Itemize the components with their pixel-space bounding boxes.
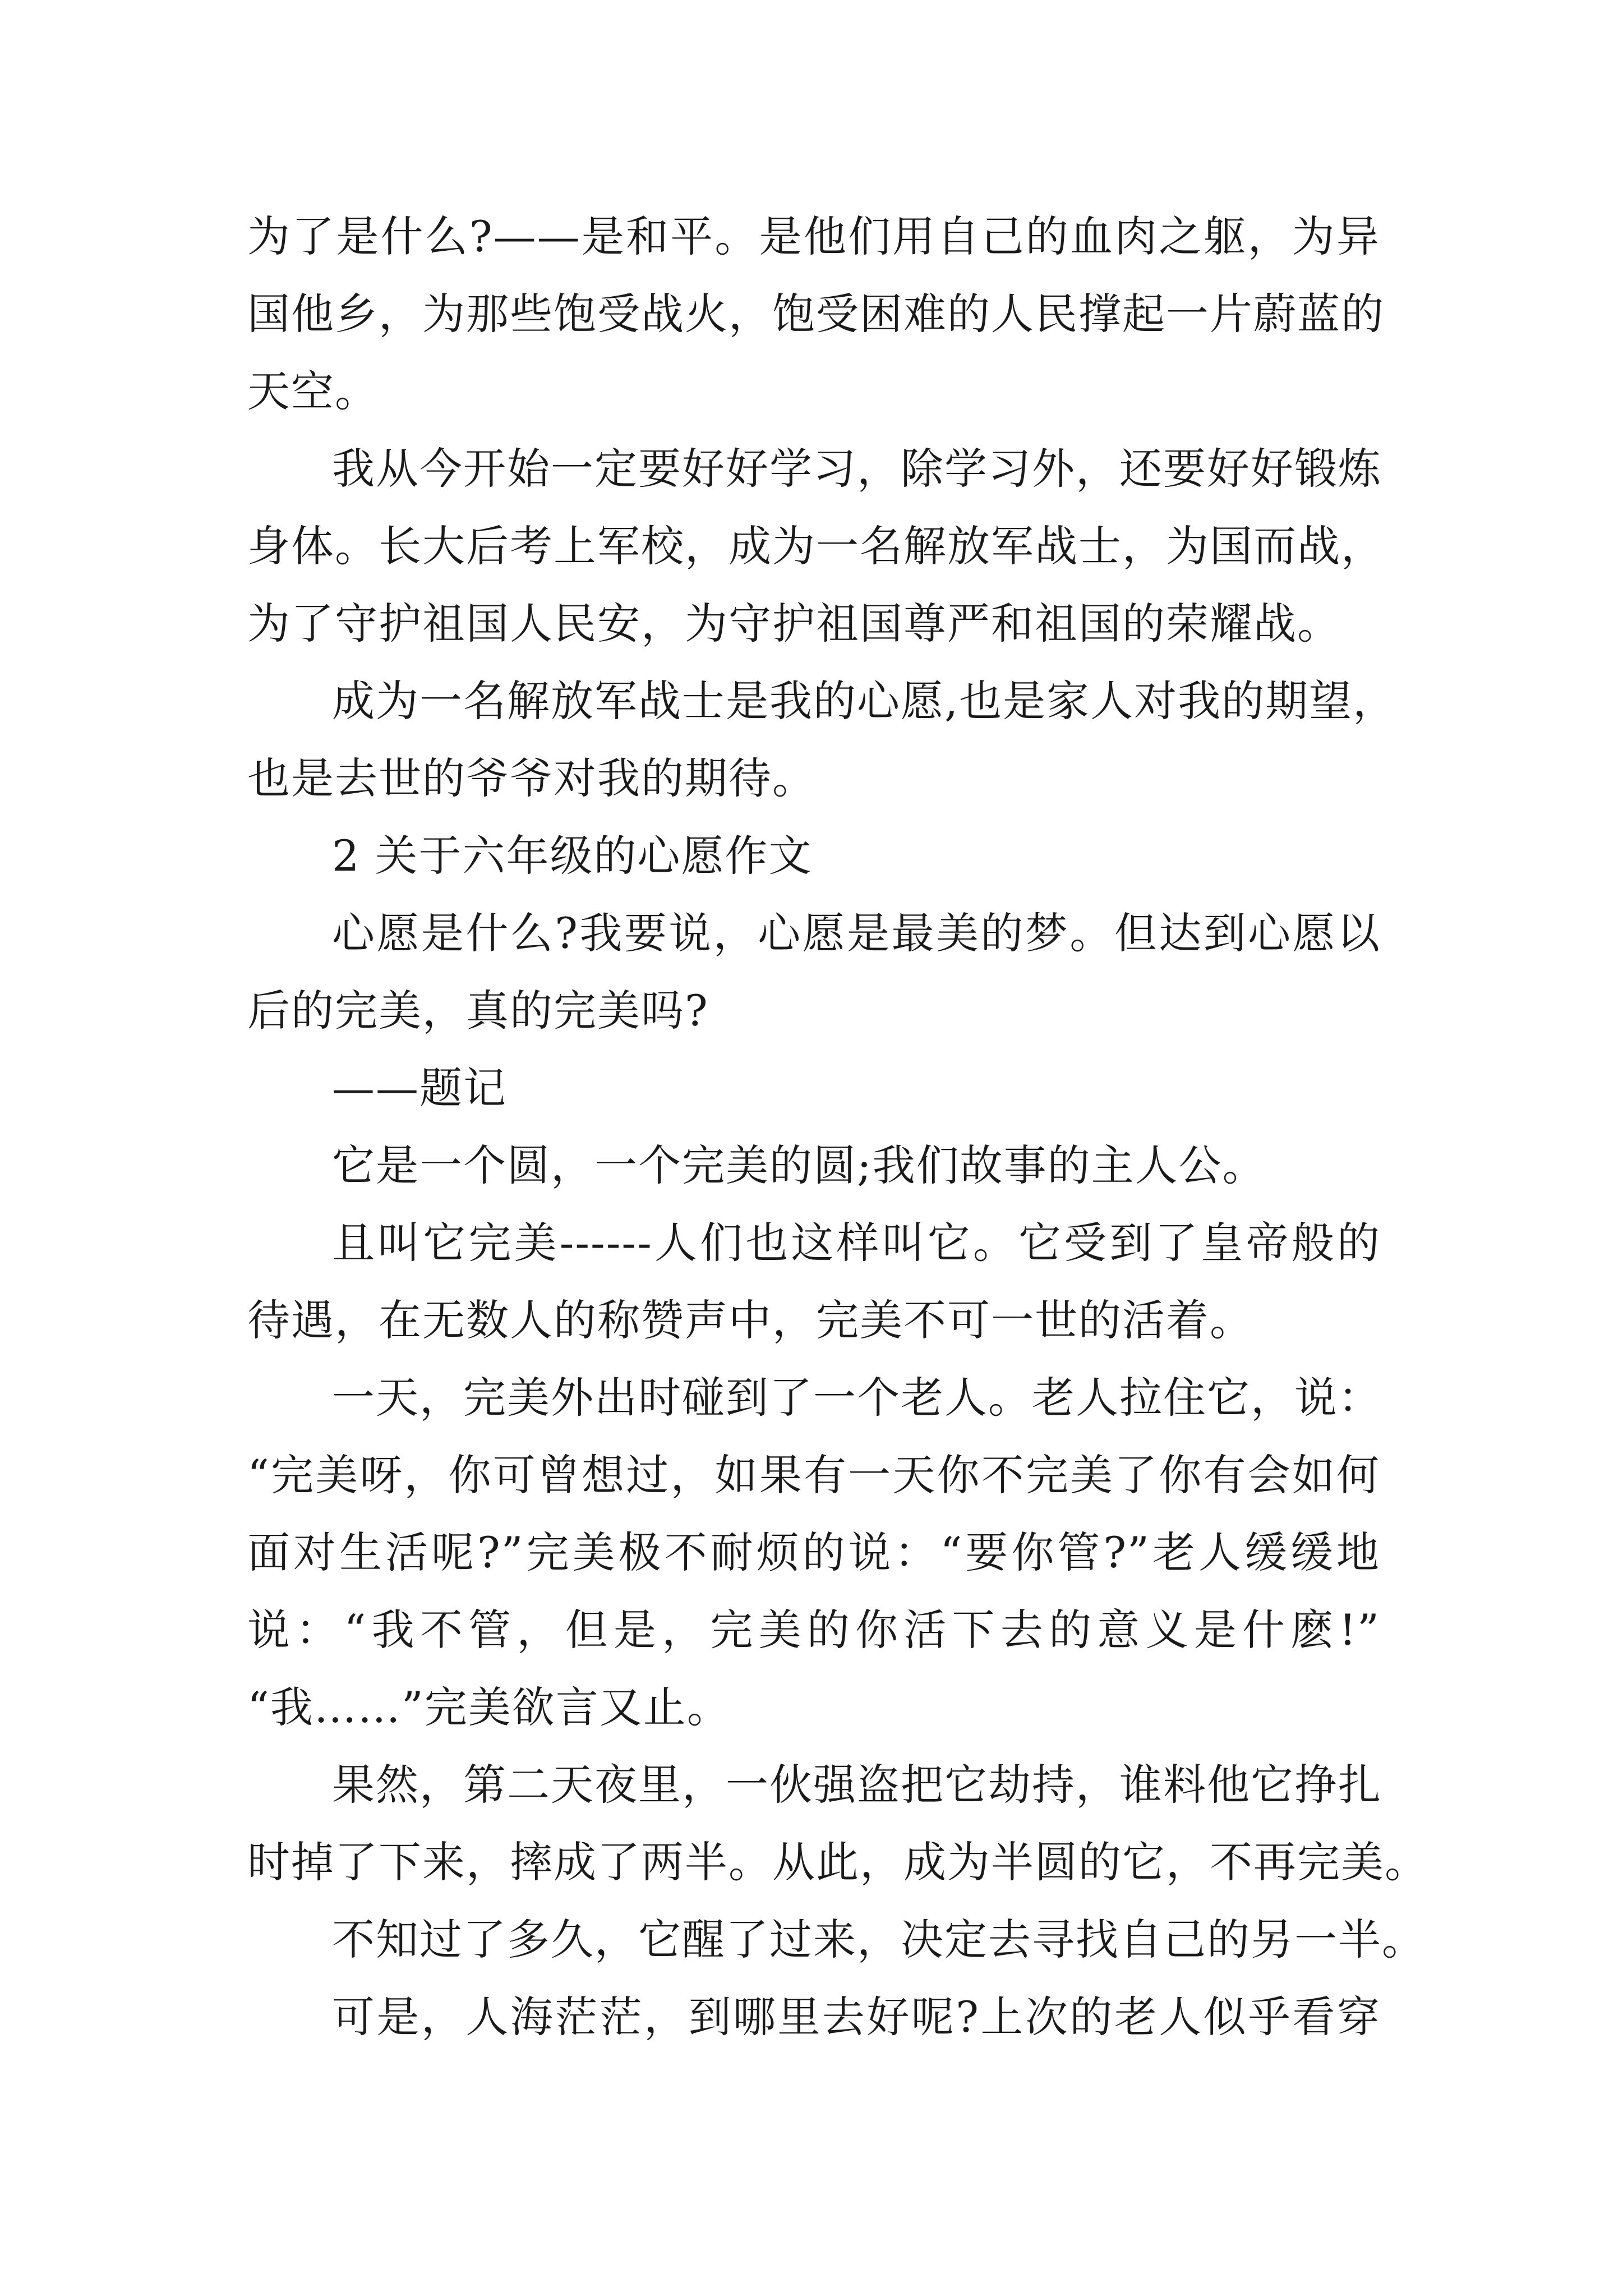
text-line-5: 身体。长大后考上军校，成为一名解放军战士，为国而战，	[247, 521, 1385, 571]
section-heading: 2 关于六年级的心愿作文	[332, 831, 813, 881]
text-line-3: 天空。	[247, 366, 379, 416]
text-line-4: 我从今开始一定要好好学习，除学习外，还要好好锻炼	[332, 444, 1382, 494]
text-line-15: 待遇，在无数人的称赞声中，完美不可一世的活着。	[247, 1295, 1253, 1345]
text-line-10: 心愿是什么?我要说，心愿是最美的梦。但达到心愿以	[332, 908, 1381, 958]
text-line-20: “我……”完美欲言又止。	[247, 1682, 731, 1732]
text-line-2: 国他乡，为那些饱受战火，饱受困难的人民撑起一片蔚蓝的	[247, 289, 1385, 339]
text-line-18: 面对生活呢?”完美极不耐烦的说：“要你管?”老人缓缓地	[247, 1527, 1380, 1577]
text-line-11: 后的完美，真的完美吗?	[247, 986, 709, 1036]
text-line-24: 可是，人海茫茫，到哪里去好呢?上次的老人似乎看穿	[332, 1992, 1381, 2042]
text-line-19: 说：“我不管，但是，完美的你活下去的意义是什麽!”	[247, 1605, 1380, 1655]
text-line-7: 成为一名解放军战士是我的心愿,也是家人对我的期望，	[332, 676, 1397, 726]
text-line-22: 时掉了下来，摔成了两半。从此，成为半圆的它，不再完美。	[247, 1837, 1428, 1887]
text-line-16: 一天，完美外出时碰到了一个老人。老人拉住它，说：	[332, 1373, 1382, 1423]
text-line-8: 也是去世的爷爷对我的期待。	[247, 753, 816, 803]
text-line-14: 且叫它完美------人们也这样叫它。它受到了皇帝般的	[332, 1218, 1381, 1268]
text-line-1: 为了是什么?——是和平。是他们用自己的血肉之躯，为异	[247, 211, 1380, 261]
text-line-23: 不知过了多久，它醒了过来，决定去寻找自己的另一半。	[332, 1915, 1426, 1964]
text-line-21: 果然，第二天夜里，一伙强盗把它劫持，谁料他它挣扎	[332, 1760, 1382, 1810]
epigraph-attribution: ——题记	[332, 1063, 507, 1113]
text-line-13: 它是一个圆，一个完美的圆;我们故事的主人公。	[332, 1140, 1266, 1190]
text-line-6: 为了守护祖国人民安，为守护祖国尊严和祖国的荣耀战。	[247, 599, 1341, 648]
text-line-17: “完美呀，你可曾想过，如果有一天你不完美了你有会如何	[247, 1450, 1380, 1500]
